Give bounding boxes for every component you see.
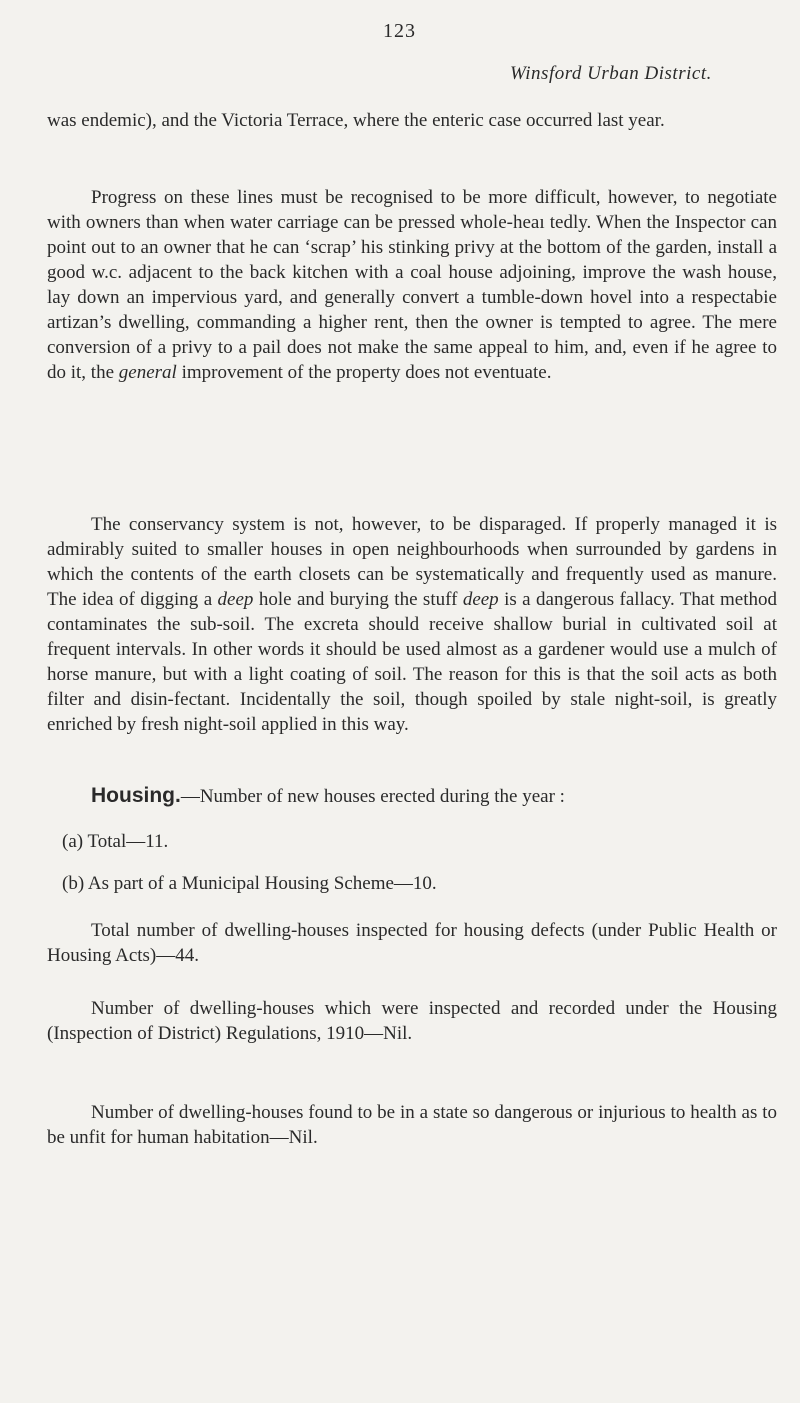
housing-intro [47, 783, 777, 809]
paragraph-text: is a dangerous fallacy. That method contaminates the sub-soil. The excreta should receive shallow burial in cultivated soil at frequent intervals. In other words it should be used almost as a gardener would use a mulch of horse manure, but with a light coating of soil. The reason for this is that the soil acts as both filter and disin-fectant. Incidentally the soil, though spoiled by stale night-soil, is greatly enriched by fresh night-soil applied in this way. [47, 589, 777, 735]
housing-item-a: (a) Total—11. [62, 831, 169, 852]
paragraph-text: was endemic), and the Victoria Terrace, where the enteric case occurred last year. [47, 110, 665, 131]
housing-inspected: Total number of dwelling-houses inspected for housing defects (under Public Health or Housing Acts)—44. [47, 920, 777, 966]
housing-recorded: Number of dwelling-houses which were inspected and recorded under the Housing (Inspection of District) Regulations, 1910—Nil. [47, 998, 777, 1044]
paragraph-text: Progress on these lines must be recognised to be more difficult, however, to negotiate with owners than when water carriage can be pressed whole-heaı tedly. When the Inspector can point out to an owner that he can ‘scrap’ his stinking privy at the bottom of the garden, install a good w.c. adjacent to the back kitchen with a coal house adjoining, improve the wash house, lay down an impervious yard, and generally convert a tumble-down hovel into a respectabie artizan’s dwelling, commanding a higher rent, then the owner is tempted to agree. The mere conversion of a privy to a pail does not make the same appeal to him, and, even if he agree to do it, the [47, 187, 777, 383]
running-head: Winsford Urban District. [510, 63, 712, 84]
page-number: 123 [383, 20, 416, 42]
paragraph-conservancy [47, 512, 777, 737]
paragraph-text: The conservancy system is not, however, to be disparaged. If properly managed it is admirably suited to smaller houses in open neighbourhoods when surrounded by gardens in which the contents of the earth closets can be systematically and frequently used as manure. The idea of digging a [47, 514, 777, 610]
emphasis-deep: deep [217, 589, 254, 610]
emphasis-general: general [118, 362, 177, 383]
housing-intro-text: —Number of new houses erected during the year : [180, 786, 565, 807]
housing-unfit: Number of dwelling-houses found to be in a state so dangerous or injurious to health as to be unfit for human habitation—Nil. [47, 1102, 777, 1148]
paragraph-progress [47, 185, 777, 385]
emphasis-deep: deep [462, 589, 499, 610]
paragraph-text: hole and burying the stuff [253, 589, 463, 610]
paragraph-continuation [47, 108, 777, 133]
paragraph-text: improvement of the property does not eventuate. [176, 362, 552, 383]
section-heading-housing: Housing. [91, 784, 181, 807]
housing-item-b: (b) As part of a Municipal Housing Scheme—10. [62, 873, 437, 894]
